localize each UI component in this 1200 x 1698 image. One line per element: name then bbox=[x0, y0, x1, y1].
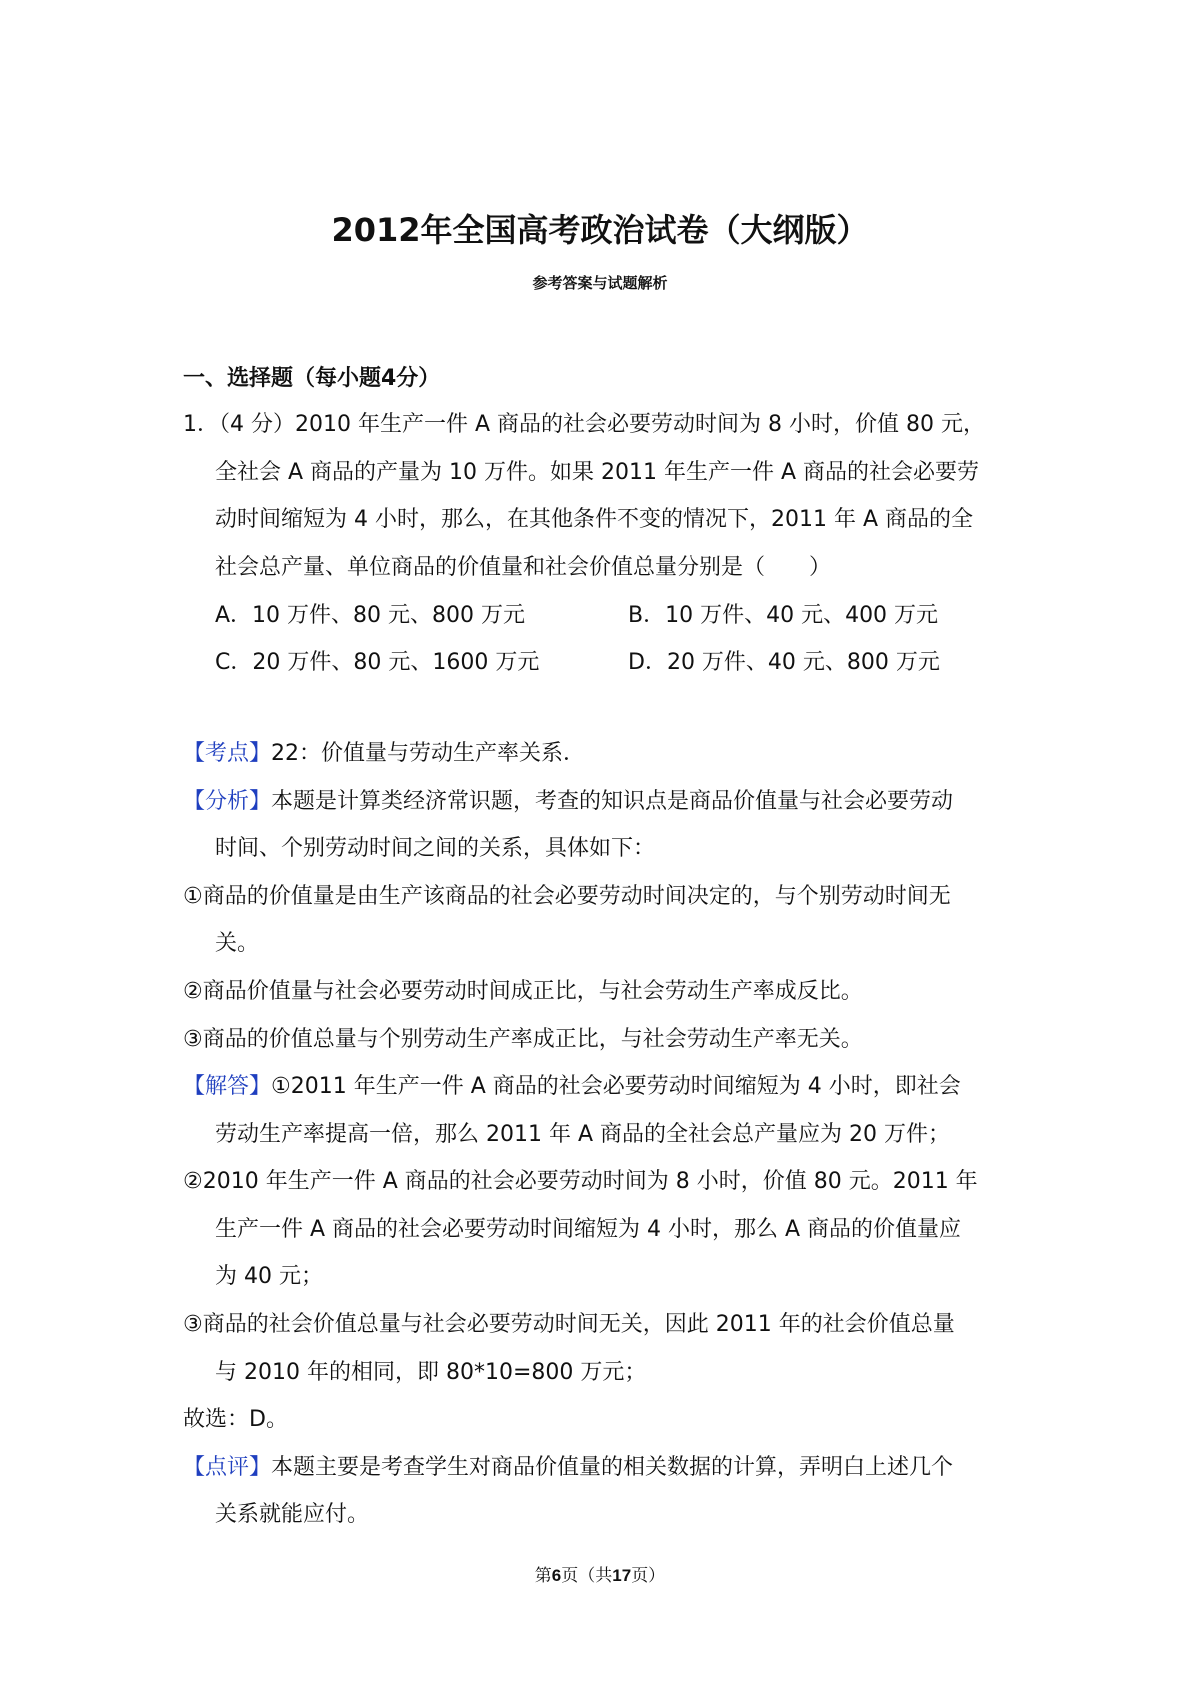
option-a: A．10 万件、80 元、800 万元 bbox=[215, 603, 526, 628]
point3-line: ③商品的价值总量与个别劳动生产率成正比，与社会劳动生产率无关。 bbox=[183, 1027, 863, 1052]
fenxi-line-2: 时间、个别劳动时间之间的关系，具体如下： bbox=[215, 836, 656, 861]
fenxi-tag: 【分析】 bbox=[183, 789, 272, 814]
option-c: C．20 万件、80 元、1600 万元 bbox=[215, 650, 540, 675]
footer-mid: 页（共 bbox=[561, 1566, 613, 1586]
jieda3-line-2: 与 2010 年的相同，即 80*10=800 万元； bbox=[215, 1360, 647, 1385]
jieda2-line-3: 为 40 元； bbox=[215, 1264, 323, 1289]
kaodian-text: 22：价值量与劳动生产率关系． bbox=[271, 741, 586, 766]
fenxi-text: 本题是计算类经济常识题，考查的知识点是商品价值量与社会必要劳动 bbox=[271, 789, 954, 814]
jieda2-line-1: ②2010 年生产一件 A 商品的社会必要劳动时间为 8 小时，价值 80 元。2011 年 bbox=[183, 1169, 978, 1194]
dianping-line-2: 关系就能应付。 bbox=[215, 1502, 370, 1527]
question-line-1: 1．（4 分）2010 年生产一件 A 商品的社会必要劳动时间为 8 小时，价值 80 元， bbox=[183, 412, 985, 437]
jieda-row bbox=[183, 1072, 961, 1102]
page-title: 2012年全国高考政治试卷（大纲版） bbox=[331, 211, 869, 249]
kaodian-tag: 【考点】 bbox=[183, 741, 272, 766]
kaodian-row bbox=[183, 739, 585, 769]
point1-line-2: 关。 bbox=[215, 931, 260, 956]
page-subtitle: 参考答案与试题解析 bbox=[532, 274, 668, 292]
footer-prefix: 第 bbox=[534, 1566, 552, 1586]
dianping-row bbox=[183, 1453, 953, 1483]
fenxi-row bbox=[183, 787, 953, 817]
point2-line: ②商品价值量与社会必要劳动时间成正比，与社会劳动生产率成反比。 bbox=[183, 979, 863, 1004]
option-b: B．10 万件、40 元、400 万元 bbox=[628, 603, 939, 628]
jieda-text: ①2011 年生产一件 A 商品的社会必要劳动时间缩短为 4 小时，即社会 bbox=[271, 1074, 961, 1099]
page-footer bbox=[0, 1561, 1200, 1586]
point1-line-1: ①商品的价值量是由生产该商品的社会必要劳动时间决定的，与个别劳动时间无 bbox=[183, 884, 951, 909]
option-d: D．20 万件、40 元、800 万元 bbox=[628, 650, 940, 675]
dianping-text: 本题主要是考查学生对商品价值量的相关数据的计算，弄明白上述几个 bbox=[271, 1455, 954, 1480]
answer-line: 故选：D。 bbox=[183, 1407, 288, 1432]
question-line-3: 动时间缩短为 4 小时，那么，在其他条件不变的情况下，2011 年 A 商品的全 bbox=[215, 507, 974, 532]
footer-page-number: 6 bbox=[551, 1566, 562, 1585]
jieda3-line-1: ③商品的社会价值总量与社会必要劳动时间无关，因此 2011 年的社会价值总量 bbox=[183, 1312, 955, 1337]
footer-suffix: 页） bbox=[631, 1566, 666, 1586]
dianping-tag: 【点评】 bbox=[183, 1455, 272, 1480]
jieda-tag: 【解答】 bbox=[183, 1074, 272, 1099]
question-line-4: 社会总产量、单位商品的价值量和社会价值总量分别是（ ） bbox=[215, 555, 832, 580]
footer-total-pages: 17 bbox=[612, 1566, 632, 1585]
section-heading: 一、选择题（每小题4分） bbox=[183, 366, 441, 391]
jieda2-line-2: 生产一件 A 商品的社会必要劳动时间缩短为 4 小时，那么 A 商品的价值量应 bbox=[215, 1217, 962, 1242]
jieda-line-2: 劳动生产率提高一倍，那么 2011 年 A 商品的全社会总产量应为 20 万件； bbox=[215, 1122, 950, 1147]
question-line-2: 全社会 A 商品的产量为 10 万件。如果 2011 年生产一件 A 商品的社会必要劳 bbox=[215, 460, 980, 485]
